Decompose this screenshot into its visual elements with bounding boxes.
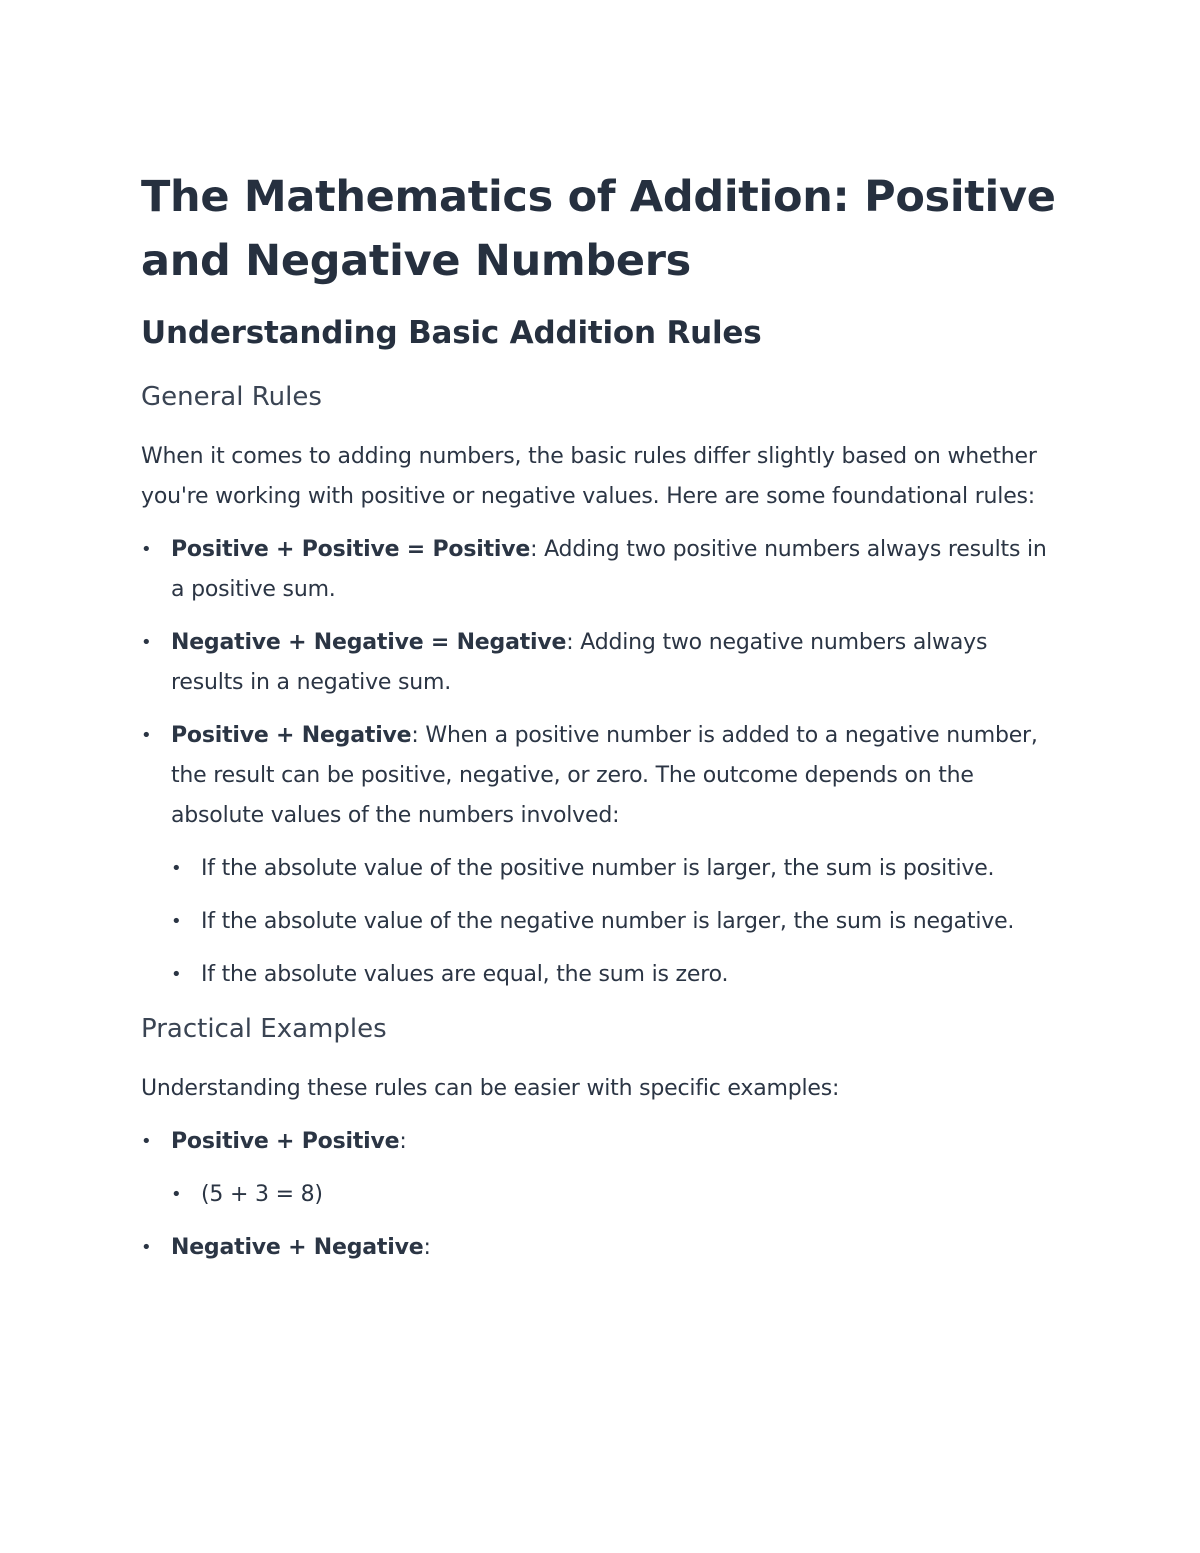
general-rules-heading: General Rules bbox=[141, 382, 322, 412]
example-text: : bbox=[423, 1235, 431, 1260]
nested-list bbox=[171, 849, 1061, 995]
example-equation: (5 + 3 = 8) bbox=[201, 1182, 323, 1207]
list-item bbox=[141, 1228, 1061, 1268]
general-rules-intro: When it comes to adding numbers, the basic rules differ slightly based on whether you're working with positive or negative values. Here are some foundational rules: bbox=[141, 444, 1037, 509]
list-item bbox=[141, 530, 1061, 610]
practical-examples-intro: Understanding these rules can be easier with specific examples: bbox=[141, 1076, 840, 1101]
bullet-icon: • bbox=[171, 858, 182, 879]
section-heading: Understanding Basic Addition Rules bbox=[141, 315, 762, 351]
general-rules-list bbox=[141, 530, 1061, 995]
nested-list-item bbox=[171, 955, 1061, 995]
list-item bbox=[141, 1122, 1061, 1215]
bullet-icon: • bbox=[141, 1237, 152, 1258]
rule-text: : When a positive number is added to a negative number, the result can be positive, negative, or zero. The outcome depends on the absolute values of the numbers involved: bbox=[171, 723, 1038, 828]
document-title: The Mathematics of Addition: Positive and Negative Numbers bbox=[141, 172, 1056, 286]
bullet-icon: • bbox=[171, 1184, 182, 1205]
rule-term: Positive + Negative bbox=[171, 723, 412, 748]
bullet-icon: • bbox=[141, 632, 152, 653]
rule-text: : Adding two negative numbers always results in a negative sum. bbox=[171, 630, 988, 695]
example-term: Negative + Negative bbox=[171, 1235, 424, 1260]
rule-term: Negative + Negative = Negative bbox=[171, 630, 567, 655]
nested-list bbox=[171, 1175, 1061, 1215]
rule-text: : Adding two positive numbers always results in a positive sum. bbox=[171, 537, 1047, 602]
list-item bbox=[141, 716, 1061, 995]
bullet-icon: • bbox=[141, 539, 152, 560]
bullet-icon: • bbox=[141, 725, 152, 746]
document-page bbox=[141, 165, 1061, 1268]
example-term: Positive + Positive bbox=[171, 1129, 400, 1154]
nested-list-item bbox=[171, 1175, 1061, 1215]
nested-list-item bbox=[171, 849, 1061, 889]
practical-examples-list bbox=[141, 1122, 1061, 1268]
list-item bbox=[141, 623, 1061, 703]
nested-item-text: If the absolute value of the positive number is larger, the sum is positive. bbox=[201, 856, 995, 881]
nested-item-text: If the absolute values are equal, the sum is zero. bbox=[201, 962, 729, 987]
nested-item-text: If the absolute value of the negative number is larger, the sum is negative. bbox=[201, 909, 1015, 934]
practical-examples-heading: Practical Examples bbox=[141, 1014, 387, 1044]
bullet-icon: • bbox=[171, 964, 182, 985]
rule-term: Positive + Positive = Positive bbox=[171, 537, 531, 562]
bullet-icon: • bbox=[171, 911, 182, 932]
nested-list-item bbox=[171, 902, 1061, 942]
bullet-icon: • bbox=[141, 1131, 152, 1152]
example-text: : bbox=[399, 1129, 407, 1154]
